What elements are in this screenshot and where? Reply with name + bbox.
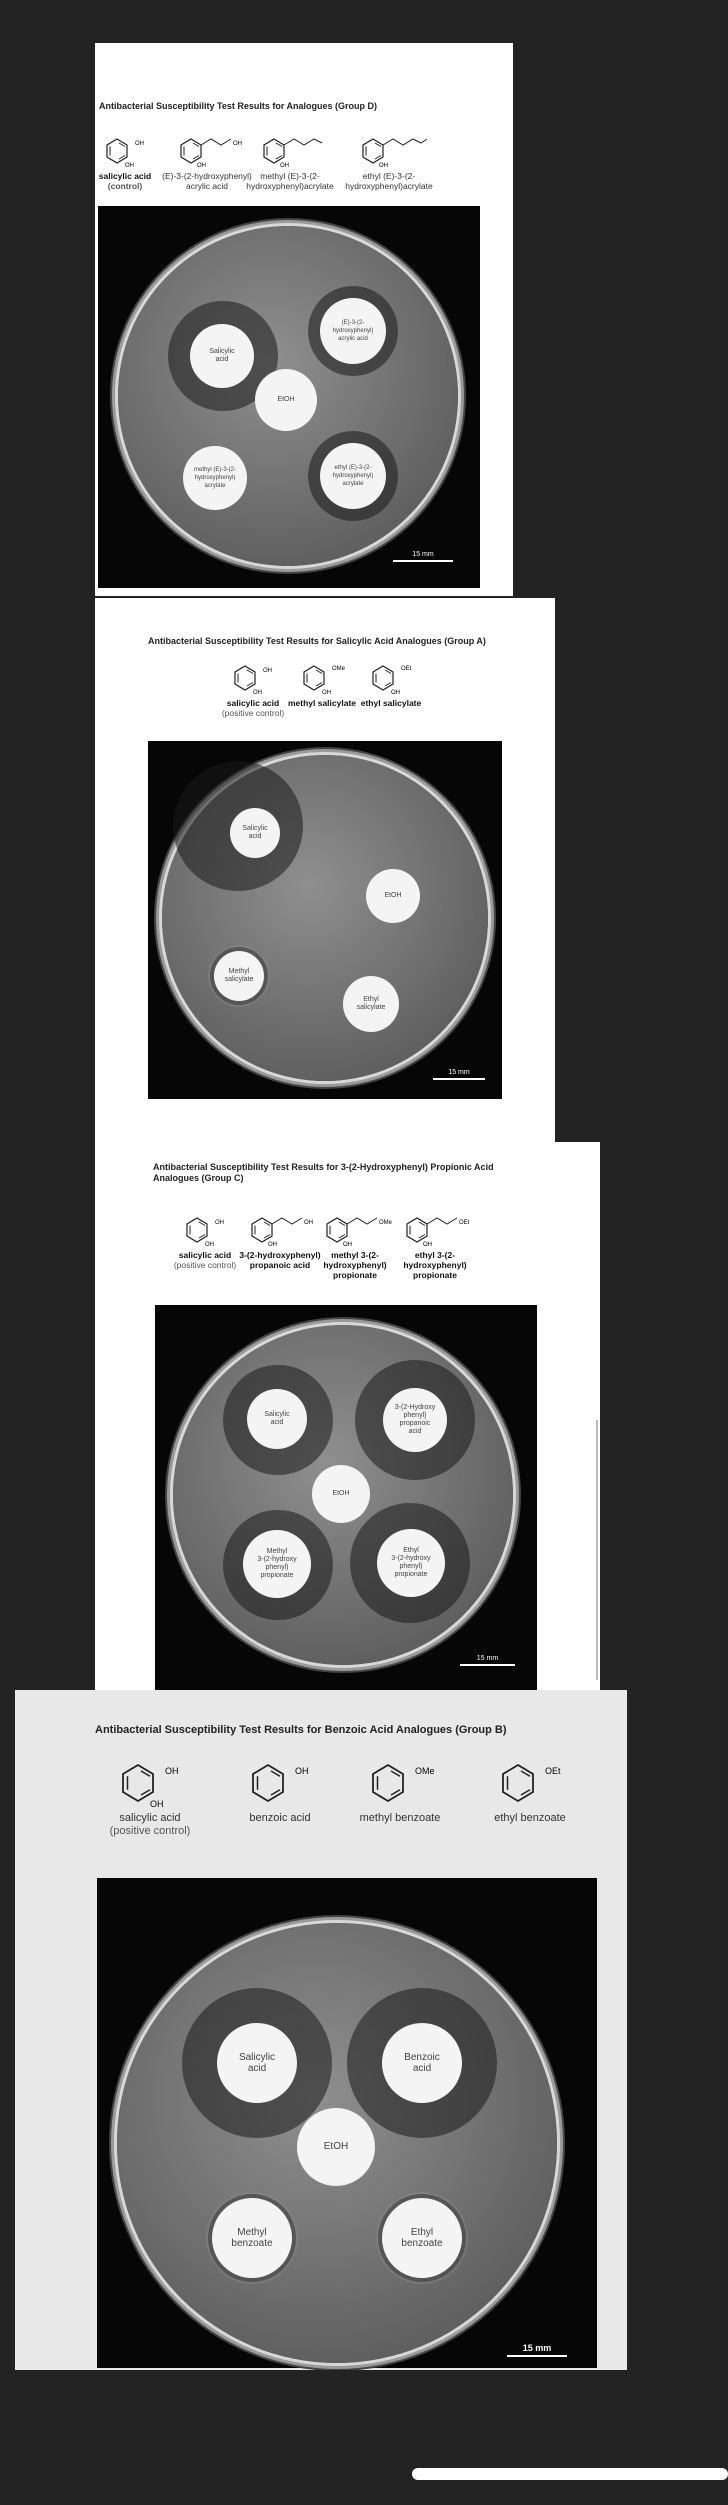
compound-salicylic-acid: OH OH salicylic acid (positive control) xyxy=(203,660,303,718)
disc-salicylic-acid: Salicylic acid xyxy=(247,1389,307,1449)
plate-photo xyxy=(97,1878,597,2368)
panel-title: Antibacterial Susceptibility Test Results for Salicylic Acid Analogues (Group A) xyxy=(148,636,486,646)
svg-text:OH: OH xyxy=(391,690,400,696)
svg-text:OH: OH xyxy=(304,1220,313,1226)
molecule-icon xyxy=(485,1756,575,1810)
compound-salicylic-acid: OH OH salicylic acid (control) xyxy=(95,133,175,191)
disc-hydroxyphenyl-propanoic-acid: 3-(2-Hydroxy phenyl) propanoic acid xyxy=(383,1388,447,1452)
compound-methyl-salicylate: OMe OH methyl salicylate xyxy=(272,660,372,708)
svg-text:OH: OH xyxy=(263,668,272,674)
svg-text:OEt: OEt xyxy=(401,666,412,672)
svg-text:OH: OH xyxy=(423,1242,432,1248)
svg-text:OMe: OMe xyxy=(415,1766,435,1776)
compound-ethyl-hydroxyphenyl-acrylate: OH ethyl (E)-3-(2-hydroxyphenyl)acrylate xyxy=(339,133,439,191)
disc-salicylic-acid: Salicylic acid xyxy=(217,2023,297,2103)
disc-methyl-benzoate: Methyl benzoate xyxy=(212,2198,292,2278)
svg-text:OH: OH xyxy=(233,141,242,147)
panel-group-c xyxy=(95,1142,600,1692)
svg-text:OH: OH xyxy=(280,163,289,169)
svg-text:OH: OH xyxy=(150,1799,164,1809)
svg-text:OMe: OMe xyxy=(332,666,346,672)
compound-methyl-benzoate: OMe methyl benzoate xyxy=(335,1756,465,1825)
molecule-icon xyxy=(349,133,429,169)
compound-methyl-propionate: OMe OH methyl 3-(2-hydroxyphenyl) propionate xyxy=(305,1212,405,1280)
panel-group-a xyxy=(95,598,555,1146)
panel-group-d xyxy=(95,43,513,596)
molecule-icon xyxy=(95,133,155,169)
svg-text:OH: OH xyxy=(215,1220,224,1226)
compound-salicylic-acid: OH OH salicylic acid (positive control) xyxy=(155,1212,255,1270)
disc-methyl-acrylate: methyl (E)-3-(2- hydroxyphenyl) acrylate xyxy=(183,446,247,510)
svg-text:OH: OH xyxy=(253,690,262,696)
svg-text:OH: OH xyxy=(295,1766,309,1776)
compound-ethyl-salicylate: OEt OH ethyl salicylate xyxy=(341,660,441,708)
svg-text:OMe: OMe xyxy=(379,1220,393,1226)
svg-text:OH: OH xyxy=(343,1242,352,1248)
svg-text:OH: OH xyxy=(125,163,134,169)
plate-photo xyxy=(98,206,480,588)
disc-acrylic-acid: (E)-3-(2- hydroxyphenyl) acrylic acid xyxy=(320,298,386,364)
molecule-icon xyxy=(361,660,421,696)
scale-bar: 15 mm xyxy=(507,2343,567,2357)
plate-photo xyxy=(148,741,502,1099)
disc-etoh: EtOH xyxy=(366,869,420,923)
disc-methyl-salicylate: Methyl salicylate xyxy=(214,951,264,1001)
scale-bar: 15 mm xyxy=(393,551,453,562)
disc-ethyl-salicylate: Ethyl salicylate xyxy=(343,976,399,1032)
disc-ethyl-acrylate: ethyl (E)-3-(2- hydroxyphenyl) acrylate xyxy=(320,443,386,509)
molecule-icon xyxy=(250,133,330,169)
molecule-icon xyxy=(167,133,247,169)
disc-benzoic-acid: Benzoic acid xyxy=(382,2023,462,2103)
compound-hydroxyphenyl-propanoic-acid: OH OH 3-(2-hydroxyphenyl) propanoic acid xyxy=(230,1212,330,1270)
molecule-icon xyxy=(355,1756,445,1810)
molecule-icon xyxy=(395,1212,475,1248)
plate-photo xyxy=(155,1305,537,1690)
compound-hydroxyphenyl-acrylic-acid: OH OH (E)-3-(2-hydroxyphenyl) acrylic acid xyxy=(157,133,257,191)
compound-ethyl-benzoate: OEt ethyl benzoate xyxy=(465,1756,595,1825)
molecule-icon xyxy=(105,1756,195,1810)
molecule-icon xyxy=(235,1756,325,1810)
disc-ethyl-benzoate: Ethyl benzoate xyxy=(382,2198,462,2278)
svg-text:OEt: OEt xyxy=(545,1766,561,1776)
disc-etoh: EtOH xyxy=(255,369,317,431)
svg-text:OH: OH xyxy=(268,1242,277,1248)
disc-etoh: EtOH xyxy=(297,2108,375,2186)
horizontal-scrollbar[interactable] xyxy=(412,2468,728,2480)
scale-bar: 15 mm xyxy=(433,1069,485,1080)
svg-text:OH: OH xyxy=(379,163,388,169)
panel-title: Antibacterial Susceptibility Test Results for 3-(2-Hydroxyphenyl) Propionic Acid Analogues (Group C) xyxy=(153,1162,494,1183)
svg-text:OH: OH xyxy=(197,163,206,169)
molecule-icon xyxy=(175,1212,235,1248)
panel-group-b xyxy=(15,1690,627,2370)
svg-text:OH: OH xyxy=(322,690,331,696)
panel-title: Antibacterial Susceptibility Test Results for Benzoic Acid Analogues (Group B) xyxy=(95,1724,507,1736)
svg-text:OH: OH xyxy=(205,1242,214,1248)
scale-bar: 15 mm xyxy=(460,1655,515,1666)
compound-benzoic-acid: OH benzoic acid xyxy=(215,1756,345,1825)
svg-text:OEt: OEt xyxy=(459,1220,470,1226)
disc-etoh: EtOH xyxy=(312,1465,370,1523)
disc-salicylic-acid: Salicylic acid xyxy=(190,324,254,388)
svg-text:OH: OH xyxy=(135,141,144,147)
disc-methyl-propionate: Methyl 3-(2-hydroxy phenyl) propionate xyxy=(243,1530,311,1598)
disc-salicylic-acid: Salicylic acid xyxy=(230,808,280,858)
molecule-icon xyxy=(315,1212,395,1248)
compound-ethyl-propionate: OEt OH ethyl 3-(2-hydroxyphenyl) propionate xyxy=(385,1212,485,1280)
compound-methyl-hydroxyphenyl-acrylate: OH methyl (E)-3-(2-hydroxyphenyl)acrylate xyxy=(240,133,340,191)
compound-salicylic-acid: OH OH salicylic acid (positive control) xyxy=(85,1756,215,1838)
disc-ethyl-propionate: Ethyl 3-(2-hydroxy phenyl) propionate xyxy=(377,1529,445,1597)
panel-title: Antibacterial Susceptibility Test Results for Analogues (Group D) xyxy=(99,101,378,111)
vertical-scrollbar[interactable] xyxy=(596,1420,598,1680)
svg-text:OH: OH xyxy=(165,1766,179,1776)
